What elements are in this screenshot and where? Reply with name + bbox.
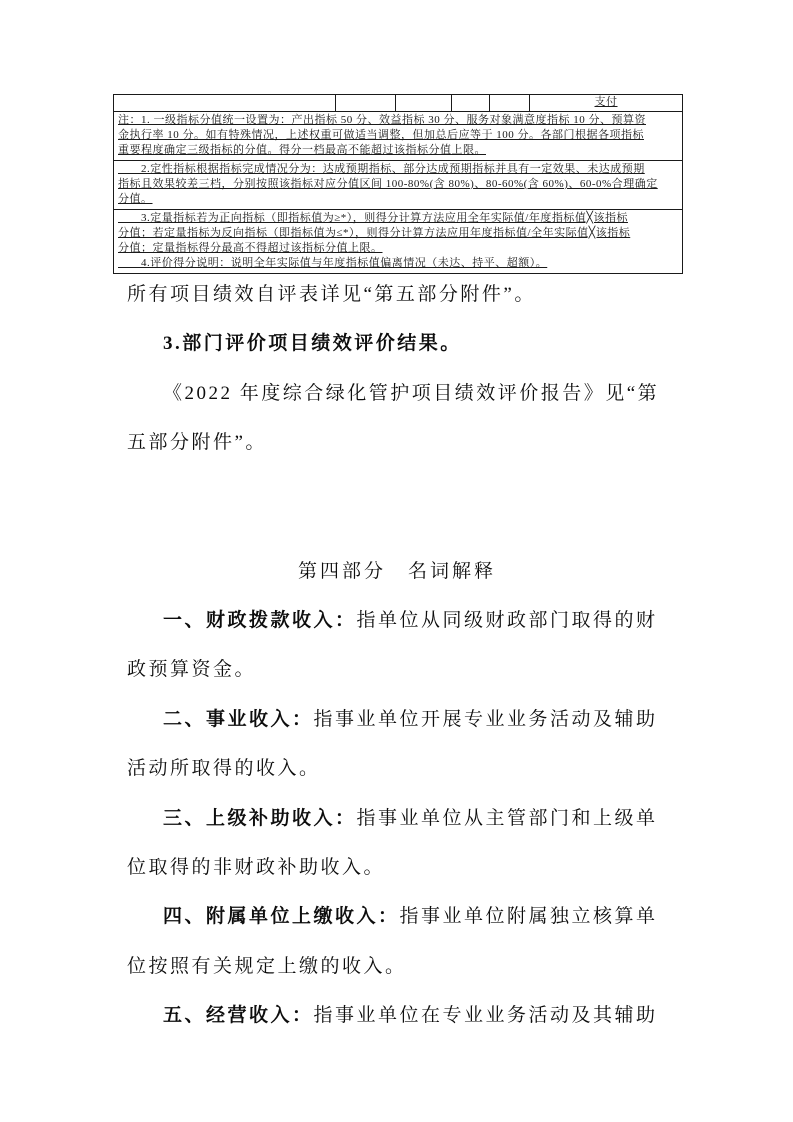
term-paragraph-4-line2: 位按照有关规定上缴的收入。 bbox=[127, 955, 407, 977]
section-title: 第四部分 名词解释 bbox=[297, 560, 496, 582]
term-paragraph-1-line1 bbox=[127, 596, 667, 645]
term-definition: 指单位从同级财政部门取得的财 bbox=[356, 609, 658, 631]
table-note-line: 3.定量指标若为正向指标（即指标值为≥*），则得分计算方法应用全年实际值/年度指标值╳该指标 bbox=[118, 212, 628, 224]
term-name: 一、财政拨款收入： bbox=[163, 609, 357, 631]
table-header-cell bbox=[452, 95, 490, 111]
table-note-line: 重要程度确定三级指标的分值。得分一档最高不能超过该指标分值上限。 bbox=[118, 144, 486, 156]
table-note-3-4 bbox=[114, 210, 682, 273]
table-note-line: 分值；定量指标得分最高不得超过该指标分值上限。 bbox=[118, 242, 383, 254]
term-definition: 指事业单位开展专业业务活动及辅助 bbox=[313, 708, 658, 730]
term-name: 五、经营收入： bbox=[163, 1005, 314, 1027]
table-note-line: 金执行率 10 分。如有特殊情况，上述权重可做适当调整，但加总后应等于 100 分。各部门根据各项指标 bbox=[118, 129, 644, 141]
table-header-cell bbox=[490, 95, 530, 111]
term-name: 二、事业收入： bbox=[163, 708, 314, 730]
term-paragraph-3-line1 bbox=[127, 794, 667, 843]
table-header-row bbox=[114, 95, 682, 112]
section-gap bbox=[127, 468, 667, 547]
table-note-line: 4.评价得分说明：说明全年实际值与年度指标值偏离情况（未达、持平、超额）。 bbox=[118, 257, 548, 269]
table-header-cell bbox=[396, 95, 452, 111]
table-header-cell-payment bbox=[530, 95, 682, 111]
paragraph-report-reference-line1: 《2022 年度综合绿化管护项目绩效评价报告》见“第 bbox=[163, 382, 660, 404]
term-definition: 指事业单位从主管部门和上级单 bbox=[356, 807, 658, 829]
term-paragraph-1-line2: 政预算资金。 bbox=[127, 659, 257, 681]
term-paragraph-3-line2: 位取得的非财政补助收入。 bbox=[127, 856, 386, 878]
table-note-line: 指标且效果较差三档，分别按照该指标对应分值区间 100-80%(含 80%)、80-60%(含 60%)、60-0%合理确定 bbox=[118, 178, 658, 190]
table-note-line: 分值。 bbox=[118, 193, 153, 205]
paragraph-self-evaluation-tables: 所有项目绩效自评表详见“第五部分附件”。 bbox=[127, 284, 536, 305]
table-note-line: 注：1. 一级指标分值统一设置为：产出指标 50 分、效益指标 30 分、服务对象满意度指标 10 分、预算资 bbox=[118, 114, 646, 126]
term-paragraph-2-line2: 活动所取得的收入。 bbox=[127, 758, 321, 780]
payment-label: 支付 bbox=[594, 96, 618, 108]
term-paragraph-5-line1 bbox=[127, 991, 667, 1040]
term-name: 三、上级补助收入： bbox=[163, 807, 357, 829]
heading-dept-evaluation-result: 3.部门评价项目绩效评价结果。 bbox=[163, 333, 462, 355]
table-note-line: 分值；若定量指标为反向指标（即指标值为≤*），则得分计算方法应用年度指标值/全年实际值╳该指标 bbox=[118, 227, 631, 239]
term-name: 四、附属单位上缴收入： bbox=[163, 906, 400, 928]
table-note-1 bbox=[114, 112, 682, 161]
document-body bbox=[127, 270, 667, 1040]
paragraph-report-reference-line2: 五部分附件”。 bbox=[127, 432, 267, 454]
table-header-cell bbox=[336, 95, 396, 111]
term-paragraph-2-line1 bbox=[127, 695, 667, 744]
term-paragraph-4-line1 bbox=[127, 892, 667, 941]
table-note-2 bbox=[114, 161, 682, 210]
term-definition: 指事业单位附属独立核算单 bbox=[399, 906, 658, 928]
indicator-notes-table bbox=[113, 94, 683, 274]
term-definition: 指事业单位在专业业务活动及其辅助 bbox=[313, 1005, 658, 1027]
table-note-line: 2.定性指标根据指标完成情况分为：达成预期指标、部分达成预期指标并具有一定效果、未达成预期 bbox=[118, 163, 645, 175]
table-header-cell bbox=[114, 95, 336, 111]
